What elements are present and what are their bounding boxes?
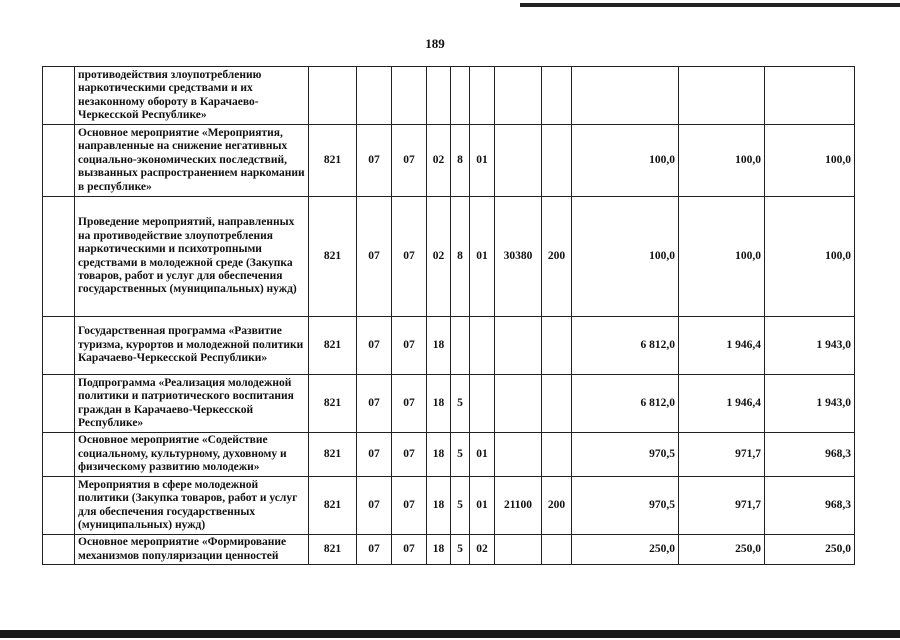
section-code-cell: 07: [357, 197, 392, 317]
event-code-cell: 01: [470, 433, 495, 477]
row-name-cell: Подпрограмма «Реализация молодежной политики и патриотического воспитания граждан в Карачаево-Черкесской Республике»: [75, 375, 309, 433]
row-blank-cell: [43, 67, 75, 125]
section-code-cell: 07: [357, 375, 392, 433]
program-code-cell: 18: [427, 375, 451, 433]
table-body: [43, 67, 855, 565]
expense-type-cell: [542, 433, 572, 477]
amount-year1-cell: 970,5: [572, 433, 679, 477]
row-blank-cell: [43, 317, 75, 375]
direction-code-cell: 30380: [495, 197, 542, 317]
amount-year2-cell: 971,7: [679, 433, 765, 477]
ministry-code-cell: 821: [309, 317, 357, 375]
amount-year3-cell: [765, 67, 855, 125]
amount-year1-cell: [572, 67, 679, 125]
subsection-code-cell: 07: [392, 197, 427, 317]
direction-code-cell: [495, 433, 542, 477]
program-code-cell: 18: [427, 433, 451, 477]
event-code-cell: 01: [470, 477, 495, 535]
subprogram-code-cell: 5: [451, 535, 470, 565]
subsection-code-cell: 07: [392, 125, 427, 197]
event-code-cell: [470, 317, 495, 375]
program-code-cell: [427, 67, 451, 125]
table-row: [43, 535, 855, 565]
table-row: [43, 125, 855, 197]
row-name-cell: Основное мероприятие «Формирование механизмов популяризации ценностей: [75, 535, 309, 565]
section-code-cell: 07: [357, 433, 392, 477]
ministry-code-cell: 821: [309, 197, 357, 317]
table-row: [43, 67, 855, 125]
row-blank-cell: [43, 197, 75, 317]
subsection-code-cell: [392, 67, 427, 125]
amount-year3-cell: 100,0: [765, 125, 855, 197]
subprogram-code-cell: 5: [451, 375, 470, 433]
table-row: [43, 375, 855, 433]
direction-code-cell: [495, 125, 542, 197]
page-number: 189: [425, 36, 445, 51]
subsection-code-cell: 07: [392, 317, 427, 375]
amount-year3-cell: 250,0: [765, 535, 855, 565]
row-blank-cell: [43, 433, 75, 477]
direction-code-cell: [495, 375, 542, 433]
section-code-cell: 07: [357, 535, 392, 565]
table-row: [43, 433, 855, 477]
row-blank-cell: [43, 375, 75, 433]
expense-type-cell: [542, 67, 572, 125]
row-name-cell: Мероприятия в сфере молодежной политики (Закупка товаров, работ и услуг для обеспечения государственных (муниципальных) нужд): [75, 477, 309, 535]
row-name-cell: Основное мероприятие «Мероприятия, направленные на снижение негативных социально-экономических последствий, вызванных распространением наркомании в республике»: [75, 125, 309, 197]
ministry-code-cell: [309, 67, 357, 125]
subprogram-code-cell: 8: [451, 197, 470, 317]
direction-code-cell: [495, 67, 542, 125]
subprogram-code-cell: 5: [451, 477, 470, 535]
table-row: [43, 197, 855, 317]
amount-year1-cell: 100,0: [572, 197, 679, 317]
amount-year1-cell: 100,0: [572, 125, 679, 197]
ministry-code-cell: 821: [309, 375, 357, 433]
row-name-cell: Проведение мероприятий, направленных на противодействие злоупотребления наркотическими и психотропными средствами в молодежной среде (Закупка товаров, работ и услуг для обеспечения государственных (муниципальных) нужд): [75, 197, 309, 317]
amount-year1-cell: 6 812,0: [572, 375, 679, 433]
program-code-cell: 18: [427, 535, 451, 565]
scan-edge-bottom: [0, 630, 900, 638]
budget-table: [42, 66, 855, 565]
event-code-cell: 01: [470, 125, 495, 197]
program-code-cell: 02: [427, 197, 451, 317]
event-code-cell: 01: [470, 197, 495, 317]
ministry-code-cell: 821: [309, 433, 357, 477]
expense-type-cell: [542, 535, 572, 565]
amount-year1-cell: 250,0: [572, 535, 679, 565]
amount-year3-cell: 1 943,0: [765, 375, 855, 433]
table-row: [43, 477, 855, 535]
amount-year1-cell: 970,5: [572, 477, 679, 535]
row-name-cell: Основное мероприятие «Содействие социальному, культурному, духовному и физическому развитию молодежи»: [75, 433, 309, 477]
event-code-cell: 02: [470, 535, 495, 565]
row-blank-cell: [43, 535, 75, 565]
amount-year3-cell: 1 943,0: [765, 317, 855, 375]
event-code-cell: [470, 67, 495, 125]
subprogram-code-cell: 8: [451, 125, 470, 197]
row-blank-cell: [43, 125, 75, 197]
ministry-code-cell: 821: [309, 535, 357, 565]
amount-year2-cell: 100,0: [679, 197, 765, 317]
section-code-cell: 07: [357, 317, 392, 375]
direction-code-cell: [495, 535, 542, 565]
ministry-code-cell: 821: [309, 477, 357, 535]
amount-year1-cell: 6 812,0: [572, 317, 679, 375]
program-code-cell: 02: [427, 125, 451, 197]
amount-year2-cell: 1 946,4: [679, 317, 765, 375]
scan-edge-top: [520, 3, 900, 7]
subsection-code-cell: 07: [392, 375, 427, 433]
table-row: [43, 317, 855, 375]
subprogram-code-cell: 5: [451, 433, 470, 477]
amount-year2-cell: [679, 67, 765, 125]
amount-year3-cell: 100,0: [765, 197, 855, 317]
row-name-cell: Государственная программа «Развитие туризма, курортов и молодежной политики Карачаево-Черкесской Республики»: [75, 317, 309, 375]
subprogram-code-cell: [451, 317, 470, 375]
program-code-cell: 18: [427, 317, 451, 375]
row-name-cell: противодействия злоупотреблению наркотическими средствами и их незаконному обороту в Карачаево-Черкесской Республике»: [75, 67, 309, 125]
subprogram-code-cell: [451, 67, 470, 125]
amount-year2-cell: 250,0: [679, 535, 765, 565]
direction-code-cell: 21100: [495, 477, 542, 535]
row-blank-cell: [43, 477, 75, 535]
expense-type-cell: 200: [542, 477, 572, 535]
expense-type-cell: [542, 317, 572, 375]
expense-type-cell: [542, 125, 572, 197]
expense-type-cell: 200: [542, 197, 572, 317]
section-code-cell: 07: [357, 125, 392, 197]
subsection-code-cell: 07: [392, 535, 427, 565]
expense-type-cell: [542, 375, 572, 433]
program-code-cell: 18: [427, 477, 451, 535]
amount-year3-cell: 968,3: [765, 477, 855, 535]
amount-year2-cell: 971,7: [679, 477, 765, 535]
amount-year3-cell: 968,3: [765, 433, 855, 477]
amount-year2-cell: 1 946,4: [679, 375, 765, 433]
ministry-code-cell: 821: [309, 125, 357, 197]
section-code-cell: [357, 67, 392, 125]
event-code-cell: [470, 375, 495, 433]
subsection-code-cell: 07: [392, 477, 427, 535]
direction-code-cell: [495, 317, 542, 375]
amount-year2-cell: 100,0: [679, 125, 765, 197]
section-code-cell: 07: [357, 477, 392, 535]
subsection-code-cell: 07: [392, 433, 427, 477]
